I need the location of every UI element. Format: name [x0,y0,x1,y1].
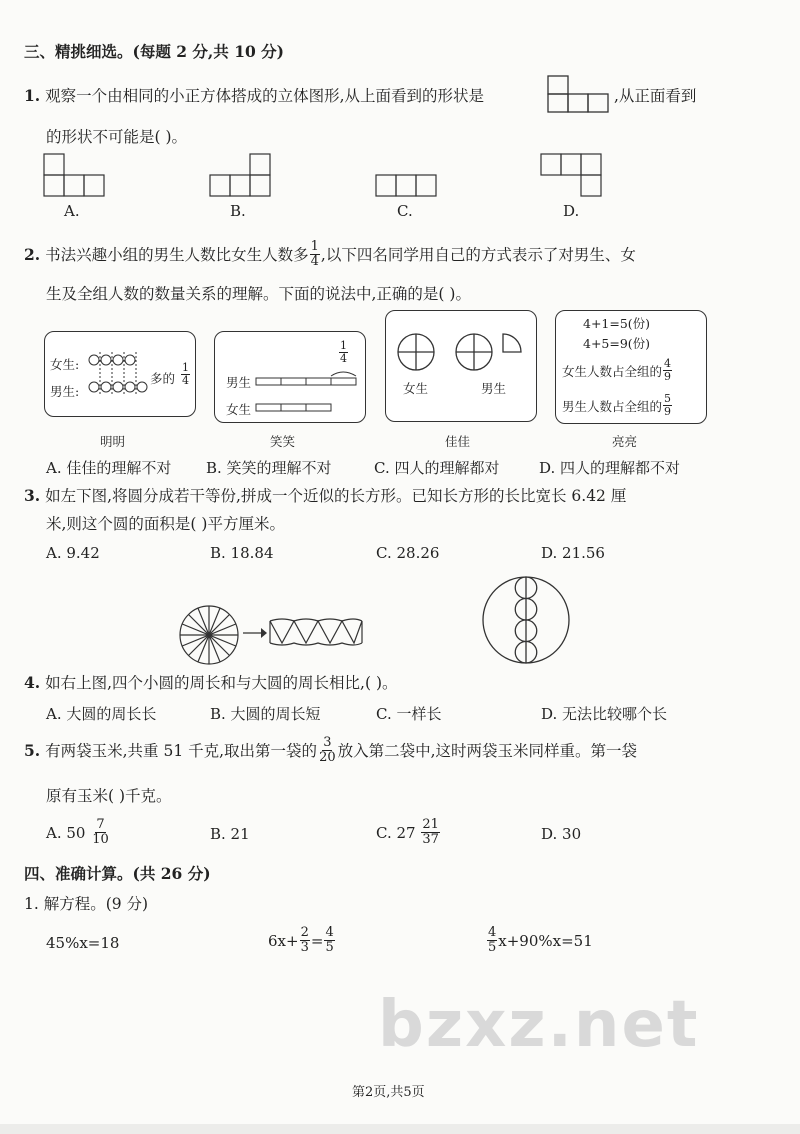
jiajia-boy-label: 男生 [481,381,507,396]
q2-text-c: 生及全组人数的数量关系的理解。下面的说法中,正确的是( )。 [46,285,471,303]
xiaoxiao-girl-label: 女生 [226,402,252,417]
watermark: bzxz.net [378,988,700,1062]
section-4-title: 四、准确计算。(共 26 分) [24,864,211,883]
xiaoxiao-frac-den: 4 [340,352,347,365]
liangliang-line4-text: 男生人数占全组的 [562,398,663,414]
q3-number: 3. [24,486,41,505]
q4-circles-figure [481,575,571,665]
equation-2 [268,926,336,955]
q4-line1 [24,673,398,693]
eq2-equals: = [310,931,324,950]
section-4-q1: 1. 解方程。(9 分) [24,895,149,913]
liangliang-line4 [562,393,673,418]
q1-option-c-figure [376,175,440,196]
q4-option-a[interactable]: A. 大圆的周长长 [46,705,157,723]
eq2-num: 2 [300,925,309,940]
q2-frac-den: 4 [310,254,319,269]
equation-3 [486,926,593,955]
q4-option-c[interactable]: C. 一样长 [376,705,442,723]
q3-line1 [24,486,626,506]
liangliang-l3-num: 4 [664,357,672,370]
liangliang-l4-num: 5 [664,392,672,405]
q3-option-a[interactable]: A. 9.42 [46,544,100,562]
xiaoxiao-name: 笑笑 [270,434,296,449]
q5-option-a[interactable] [46,818,111,847]
xiaoxiao-fraction [338,340,349,365]
q2-option-a[interactable]: A. 佳佳的理解不对 [46,459,172,477]
q3-option-d[interactable]: D. 21.56 [541,544,605,562]
q3-option-b[interactable]: B. 18.84 [210,544,274,562]
jiajia-name: 佳佳 [445,434,471,449]
eq2-num2: 4 [325,925,334,940]
q4-text: 如右上图,四个小圆的周长和与大圆的周长相比,( )。 [45,674,398,692]
eq3-num: 4 [488,925,497,940]
q5-text-c: 原有玉米( )千克。 [46,787,172,805]
q1-line1 [24,86,484,106]
q2-option-b[interactable]: B. 笑笑的理解不对 [206,459,332,477]
equation-1: 45%x=18 [46,934,120,952]
q3-option-c[interactable]: C. 28.26 [376,544,440,562]
mingming-fraction [180,362,191,387]
q1-text-c: 的形状不可能是( )。 [46,128,188,146]
liangliang-line3 [562,358,673,383]
xiaoxiao-boy-label: 男生 [226,375,252,390]
q1-option-b[interactable]: B. [230,202,246,220]
q2-option-d[interactable]: D. 四人的理解都不对 [539,459,681,477]
eq3-den: 5 [488,940,497,955]
mingming-circle-diagram [88,350,153,400]
q4-option-d[interactable]: D. 无法比较哪个长 [541,705,668,723]
q2-line1 [24,240,636,269]
q5-fraction [318,736,337,765]
page-number: 第2页,共5页 [352,1085,425,1100]
q2-frac-num: 1 [310,239,319,254]
mingming-name: 明明 [100,434,126,449]
q1-option-a-figure [44,154,108,196]
section-3-title: 三、精挑细选。(每题 2 分,共 10 分) [24,42,285,61]
eq3-rest: x+90%x=51 [498,931,593,950]
q2-text-b: ,以下四名同学用自己的方式表示了对男生、女 [320,245,636,264]
q1-option-d-figure [541,154,605,196]
q1-text-b: ,从正面看到 [614,87,697,105]
q5-text-b: 放入第二袋中,这时两袋玉米同样重。第一袋 [337,741,638,760]
mingming-boy-label: 男生: [50,384,80,399]
q5-option-a-num: 7 [96,817,105,832]
q1-option-a[interactable]: A. [64,202,80,220]
q5-text-a: 有两袋玉米,共重 51 千克,取出第一袋的 [45,741,318,760]
q5-option-a-den: 10 [92,832,109,847]
q2-number: 2. [24,244,41,264]
q5-option-c-label: C. 27 [376,823,416,842]
mingming-girl-label: 女生: [50,357,80,372]
xiaoxiao-bar-diagram [256,366,356,411]
q5-frac-den: 20 [319,750,336,765]
q1-top-view-figure [548,76,612,114]
q5-frac-num: 3 [323,735,332,750]
q5-option-c-den: 37 [422,832,439,847]
q4-number: 4. [24,673,41,692]
q2-text-a: 书法兴趣小组的男生人数比女生人数多 [45,245,309,264]
liangliang-name: 亮亮 [612,434,638,449]
q3-text-a: 如左下图,将圆分成若干等份,拼成一个近似的长方形。已知长方形的长比宽长 6.42 厘 [45,487,627,505]
liangliang-line1: 4+1=5(份) [583,316,651,331]
q1-option-d[interactable]: D. [563,202,580,220]
liangliang-line2: 4+5=9(份) [583,336,651,351]
mingming-frac-num: 1 [182,361,189,374]
jiajia-circle-diagram [395,330,525,380]
q5-option-b[interactable]: B. 21 [210,825,250,843]
q2-fraction [310,240,320,269]
q5-option-c-num: 21 [422,817,439,832]
q5-number: 5. [24,740,41,760]
liangliang-l4-den: 9 [664,405,672,418]
liangliang-l3-den: 9 [664,370,672,383]
q5-option-d[interactable]: D. 30 [541,825,582,843]
q4-option-b[interactable]: B. 大圆的周长短 [210,705,321,723]
q1-option-c[interactable]: C. [397,202,413,220]
q1-option-b-figure [210,154,274,196]
bottom-divider [0,1124,800,1134]
q5-option-c[interactable] [376,818,441,847]
q1-number: 1. [24,86,41,105]
liangliang-line3-text: 女生人数占全组的 [562,363,663,379]
q2-option-c[interactable]: C. 四人的理解都对 [374,459,500,477]
mingming-frac-den: 4 [182,374,189,387]
q3-text-b: 米,则这个圆的面积是( )平方厘米。 [46,515,285,533]
q5-line1 [24,736,637,765]
eq2-part-a: 6x+ [268,931,299,950]
q5-option-a-label: A. 50 [46,823,86,842]
mingming-more-label: 多的 [150,371,176,386]
q3-sector-rectangle [268,619,364,645]
eq2-den: 3 [300,940,309,955]
eq2-den2: 5 [325,940,334,955]
jiajia-girl-label: 女生 [403,381,429,396]
q1-text-a: 观察一个由相同的小正方体搭成的立体图形,从上面看到的形状是 [45,87,485,105]
arrow-icon [243,627,267,639]
xiaoxiao-frac-num: 1 [340,339,347,352]
q3-divided-circle [178,604,240,666]
